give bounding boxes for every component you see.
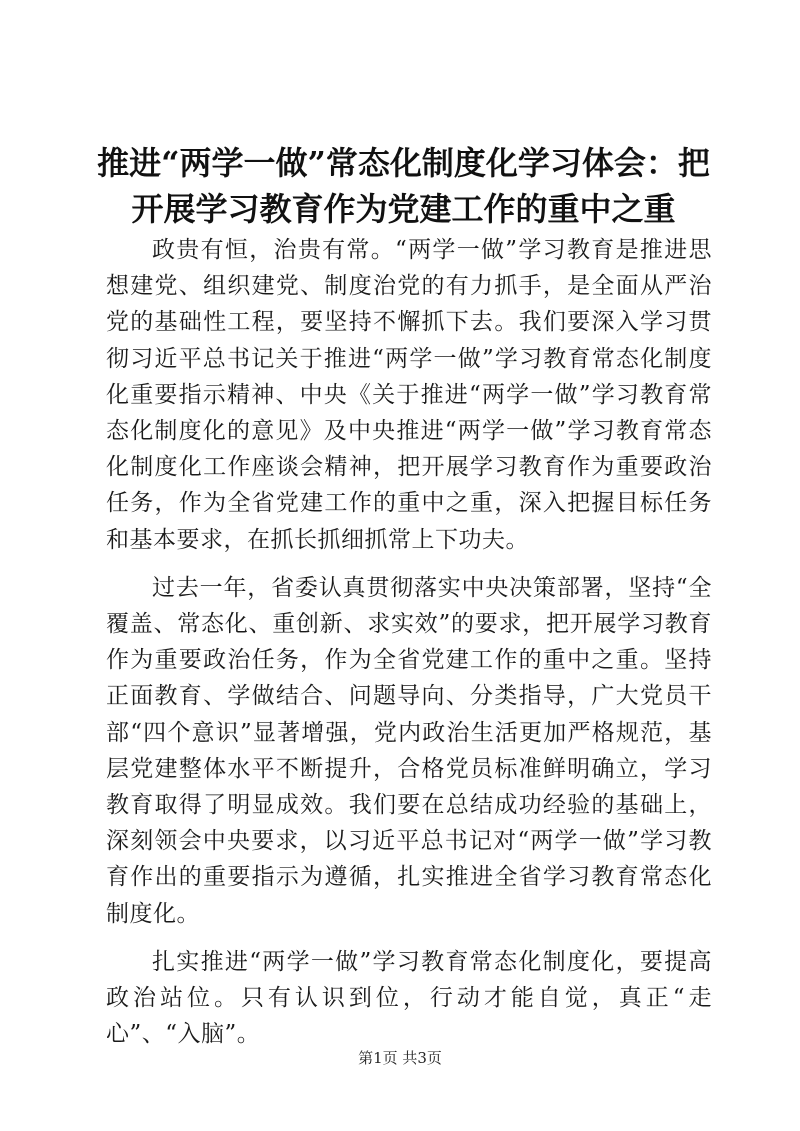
page-number: 第1页 共3页 [358,1049,442,1067]
document-title: 推进“两学一做”常态化制度化学习体会：把开展学习教育作为党建工作的重中之重 [97,144,710,228]
paragraph: 扎实推进“两学一做”学习教育常态化制度化，要提高政治站位。只有认识到位，行动才能自觉，真正“走心”、“入脑”。 [106,948,712,1048]
paragraph: 过去一年，省委认真贯彻落实中央决策部署，坚持“全覆盖、常态化、重创新、求实效”的要求，把开展学习教育作为重要政治任务，作为全省党建工作的重中之重。坚持正面教育、学做结合、问题导向、分类指导，广大党员干部“四个意识”显著增强，党内政治生活更加严格规范，基层党建整体水平不断提升，合格党员标准鲜明确立，学习教育取得了明显成效。我们要在总结成功经验的基础上，深刻领会中央要求，以习近平总书记对“两学一做”学习教育作出的重要指示为遵循，扎实推进全省学习教育常态化制度化。 [106,574,712,927]
paragraph: 政贵有恒，治贵有常。“两学一做”学习教育是推进思想建党、组织建党、制度治党的有力抓手，是全面从严治党的基础性工程，要坚持不懈抓下去。我们要深入学习贯彻习近平总书记关于推进“两学一做”学习教育常态化制度化重要指示精神、中央《关于推进“两学一做”学习教育常态化制度化的意见》及中央推进“两学一做”学习教育常态化制度化工作座谈会精神，把开展学习教育作为重要政治任务，作为全省党建工作的重中之重，深入把握目标任务和基本要求，在抓长抓细抓常上下功夫。 [106,237,712,553]
document-body [106,232,712,1064]
